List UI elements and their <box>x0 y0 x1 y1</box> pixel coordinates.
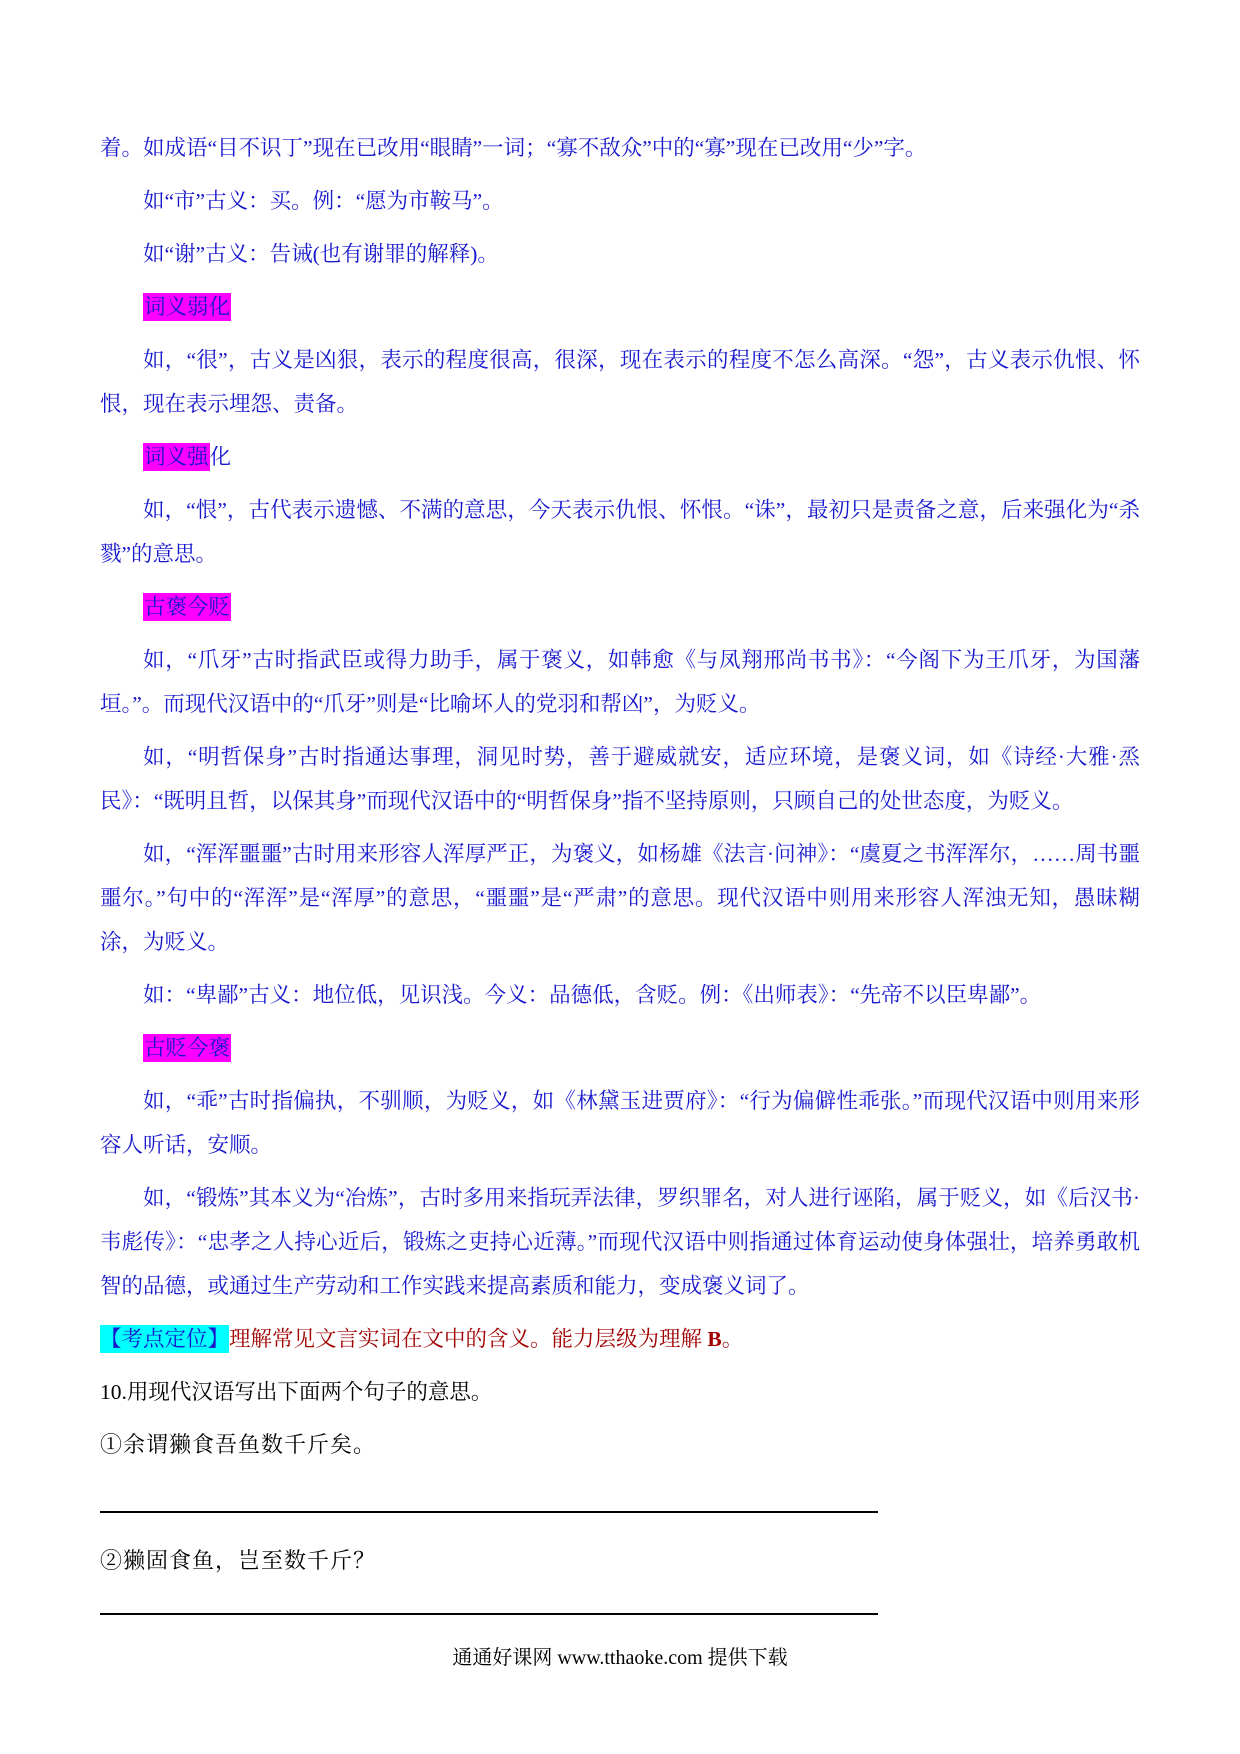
example-hen-zhu <box>100 488 1140 576</box>
text-segment: ②獭固食鱼，岂至数千斤？ <box>100 1548 377 1573</box>
example-hunhun-ee <box>100 832 1140 964</box>
sentence-1 <box>100 1423 1140 1467</box>
text-segment: 化 <box>209 445 232 469</box>
text-segment: 如，“爪牙”古时指武臣或得力助手，属于褒义，如韩愈《与凤翔邢尚书书》：“今阁下为王爪牙，为国藩垣。”。而现代汉语中的“爪牙”则是“比喻坏人的党羽和帮凶”，为贬义。 <box>100 648 1140 716</box>
example-guai <box>100 1079 1140 1167</box>
kaodian-label: 【考点定位】 <box>100 1327 230 1351</box>
highlighted-heading-text: 词义弱化 <box>144 295 231 319</box>
answer-line-2 <box>100 1613 878 1615</box>
para-intro-continued <box>100 126 1140 170</box>
answer-line-1 <box>100 1511 878 1513</box>
text-segment: 如，“很”，古义是凶狠，表示的程度很高，很深，现在表示的程度不怎么高深。“怨”，古义表示仇恨、怀恨，现在表示埋怨、责备。 <box>100 348 1140 416</box>
example-duanlian <box>100 1176 1140 1308</box>
text-segment: 如，“恨”，古代表示遗憾、不满的意思，今天表示仇恨、怀恨。“诛”，最初只是责备之意，后来强化为“杀戮”的意思。 <box>100 498 1140 566</box>
text-segment: 10.用现代汉语写出下面两个句子的意思。 <box>100 1380 493 1404</box>
text-segment: 如，“明哲保身”古时指通达事理，洞见时势，善于避威就安，适应环境，是褒义词，如《诗经·大雅·烝民》：“既明且哲，以保其身”而现代汉语中的“明哲保身”指不坚持原则，只顾自己的处世态度，为贬义。 <box>100 745 1140 813</box>
text-segment: ①余谓獭食吾鱼数千斤矣。 <box>100 1432 377 1457</box>
heading-ancient-derogatory-modern-praise <box>100 1026 1140 1070</box>
example-hen-yuan <box>100 338 1140 426</box>
example-beibi <box>100 973 1140 1017</box>
highlighted-heading-text: 古褒今贬 <box>144 595 231 619</box>
question-10 <box>100 1370 1140 1414</box>
text-segment: 如“市”古义：买。例：“愿为市鞍马”。 <box>143 189 504 213</box>
text-segment: 如，“乖”古时指偏执，不驯顺，为贬义，如《林黛玉进贾府》：“行为偏僻性乖张。”而现代汉语中则用来形容人听话，安顺。 <box>100 1089 1140 1157</box>
example-shi <box>100 179 1140 223</box>
highlighted-heading-text: 古贬今褒 <box>144 1036 231 1060</box>
text-segment: 如“谢”古义：告诫(也有谢罪的解释)。 <box>143 242 499 266</box>
example-mingzhebaoshen <box>100 735 1140 823</box>
kaodian-dingwei <box>100 1317 1140 1361</box>
text-segment: 理解常见文言实词在文中的含义。能力层级为理解 <box>229 1327 708 1351</box>
highlighted-heading-text: 词义强 <box>144 445 209 469</box>
heading-ancient-praise-modern-derogatory <box>100 585 1140 629</box>
text-segment: B <box>707 1327 722 1351</box>
text-segment: 如，“浑浑噩噩”古时用来形容人浑厚严正，为褒义，如杨雄《法言·问神》：“虞夏之书浑浑尔，……周书噩噩尔。”句中的“浑浑”是“浑厚”的意思，“噩噩”是“严肃”的意思。现代汉语中则用来形容人浑浊无知，愚昧糊涂，为贬义。 <box>100 842 1140 954</box>
footer <box>100 1641 1140 1670</box>
example-xie <box>100 232 1140 276</box>
sentence-2 <box>100 1539 1140 1583</box>
text-segment: 着。如成语“目不识丁”现在已改用“眼睛”一词；“寡不敌众”中的“寡”现在已改用“少”字。 <box>100 136 927 160</box>
example-zhuaya <box>100 638 1140 726</box>
text-segment: 如：“卑鄙”古义：地位低，见识浅。今义：品德低，含贬。例：《出师表》：“先帝不以臣卑鄙”。 <box>143 983 1042 1007</box>
document-body <box>100 126 1140 1615</box>
heading-word-meaning-weakening <box>100 285 1140 329</box>
text-segment: 。 <box>721 1327 744 1351</box>
footer-text: 通通好课网 www.tthaoke.com 提供下载 <box>452 1647 788 1669</box>
heading-word-meaning-strengthening <box>100 435 1140 479</box>
text-segment: 如，“锻炼”其本义为“冶炼”，古时多用来指玩弄法律，罗织罪名，对人进行诬陷，属于贬义，如《后汉书·韦彪传》：“忠孝之人持心近后，锻炼之吏持心近薄。”而现代汉语中则指通过体育运动使身体强壮，培养勇敢机智的品德，或通过生产劳动和工作实践来提高素质和能力，变成褒义词了。 <box>100 1186 1140 1298</box>
